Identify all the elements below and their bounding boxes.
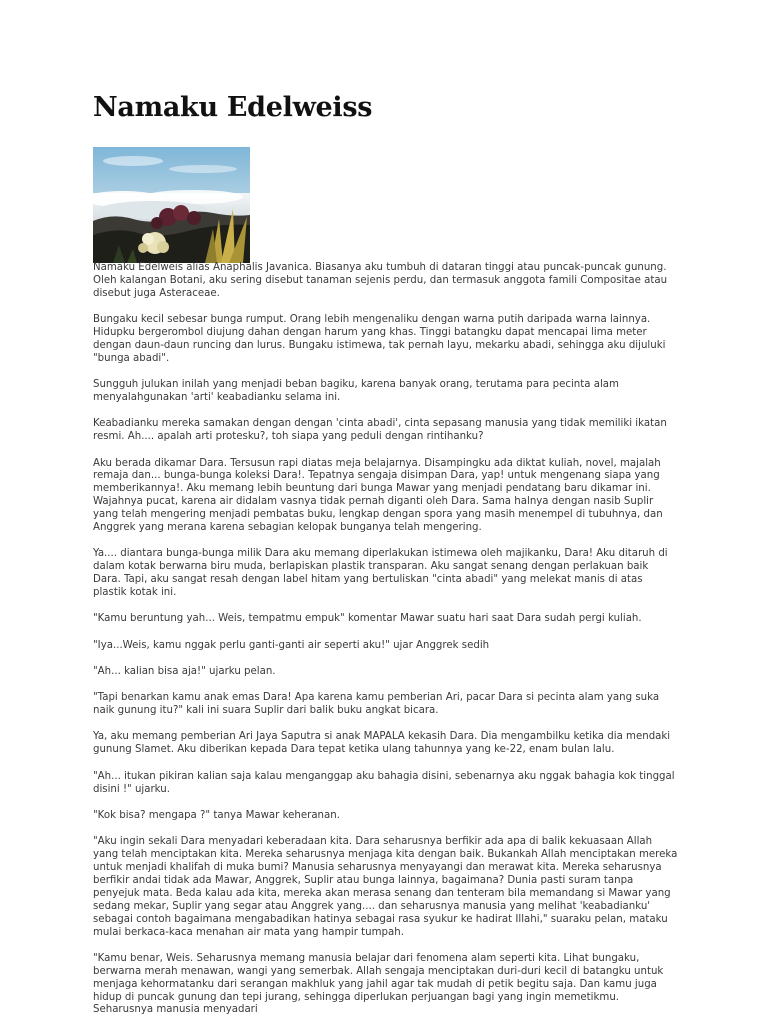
paragraph: Ya.... diantara bunga-bunga milik Dara aku memang diperlakukan istimewa oleh majikanku, Dara! Aku ditaruh di dalam kotak berwarna biru muda, berlapiskan plastik transparan. Aku sangat senang dengan perlakuan baik Dara. Tapi, aku sangat resah dengan label hitam yang bertuliskan "cinta abadi" yang melekat manis di atas plastik kotak ini.	[93, 548, 668, 599]
paragraph: Bungaku kecil sebesar bunga rumput. Orang lebih mengenaliku dengan warna putih daripada warna lainnya. Hidupku bergerombol diujung dahan dengan harum yang khas. Tinggi batangku dapat mencapai lima meter dengan daun-daun runcing dan lurus. Bungaku istimewa, tak pernah layu, mekarku abadi, sehingga aku dijuluki "bunga abadi".	[93, 314, 666, 364]
paragraph: "Ah... itukan pikiran kalian saja kalau menganggap aku bahagia disini, sebenarnya aku nggak bahagia kok tinggal disini !" ujarku.	[93, 770, 675, 795]
paragraph: Keabadianku mereka samakan dengan dengan 'cinta abadi', cinta sepasang manusia yang tidak memiliki ikatan resmi. Ah.... apalah arti protesku?, toh siapa yang peduli dengan rintihanku?	[93, 418, 667, 443]
paragraph: "Aku ingin sekali Dara menyadari keberadaan kita. Dara seharusnya berfikir ada apa di balik kekuasaan Allah yang telah menciptakan kita. Mereka seharusnya menjaga kita dengan baik. Bukankah Allah menciptakan mereka untuk menjadi khalifah di muka bumi? Manusia seharusnya menyayangi dan merawat kita. Mereka seharusnya berfikir andai tidak ada Mawar, Anggrek, Suplir atau bunga lainnya, bagaimana? Dunia pasti suram tanpa penyejuk mata. Beda kalau ada kita, mereka akan merasa senang dan tenteram bila memandang si Mawar yang sedang mekar, Suplir yang segar atau Anggrek yang.... dan seharusnya manusia yang melihat 'keabadianku' sebagai contoh bagaimana mengabadikan hatinya sebagai rasa syukur ke hadirat Illahi," suaraku pelan, mataku mulai berkaca-kaca menahan air mata yang hampir tumpah.	[93, 836, 678, 938]
paragraph: Ya, aku memang pemberian Ari Jaya Saputra si anak MAPALA kekasih Dara. Dia mengambilku ketika dia mendaki gunung Slamet. Aku diberikan kepada Dara tepat ketika ulang tahunnya yang ke-22, enam bulan lalu.	[93, 731, 671, 756]
paragraph: "Tapi benarkan kamu anak emas Dara! Apa karena kamu pemberian Ari, pacar Dara si pecinta alam yang suka naik gunung itu?" kali ini suara Suplir dari balik buku angkat bicara.	[93, 692, 660, 717]
paragraph: "Kamu beruntung yah... Weis, tempatmu empuk" komentar Mawar suatu hari saat Dara sudah pergi kuliah.	[93, 613, 642, 625]
paragraph: "Kok bisa? mengapa ?" tanya Mawar keheranan.	[93, 809, 340, 821]
article-body	[93, 262, 678, 1031]
paragraph: Namaku Edelweis alias Anaphalis Javanica. Biasanya aku tumbuh di dataran tinggi atau puncak-puncak gunung. Oleh kalangan Botani, aku sering disebut tanaman sejenis perdu, dan termasuk anggota famili Compositae atau disebut juga Asteraceae.	[93, 262, 668, 299]
article-title: Namaku Edelweiss	[93, 92, 373, 123]
paragraph: Sungguh julukan inilah yang menjadi beban bagiku, karena banyak orang, terutama para pecinta alam menyalahgunakan 'arti' keabadianku selama ini.	[93, 379, 619, 404]
paragraph: "Ah... kalian bisa aja!" ujarku pelan.	[93, 665, 276, 677]
paragraph: Aku berada dikamar Dara. Tersusun rapi diatas meja belajarnya. Disampingku ada diktat kuliah, novel, majalah remaja dan... bunga-bunga koleksi Dara!. Tepatnya sengaja disimpan Dara, yap! untuk mengenang siapa yang memberikannya!. Aku memang lebih beuntung dari bunga Mawar yang menjadi pendatang baru dikamar ini. Wajahnya pucat, karena air didalam vasnya tidak pernah diganti oleh Dara. Sama halnya dengan nasib Suplir yang telah mengering menjadi pembatas buku, lengkap dengan spora yang masih menempel di tubuhnya, dan Anggrek yang merana karena sebagian kelopak bunganya telah mengering.	[93, 457, 663, 534]
paragraph: "Kamu benar, Weis. Seharusnya memang manusia belajar dari fenomena alam seperti kita. Lihat bungaku, berwarna merah menawan, wangi yang semerbak. Allah sengaja menciptakan duri-duri kecil di batangku untuk menjaga kehormatanku dari serangan makhluk yang jahil agar tak mudah di petik begitu saja. Dan kamu juga hidup di puncak gunung dan tepi jurang, sehingga diperlukan perjuangan bagi yang ingin memetikmu. Seharusnya manusia menyadari	[93, 952, 664, 1016]
mountain-edelweiss-photo	[93, 147, 250, 263]
paragraph: "Iya...Weis, kamu nggak perlu ganti-ganti air seperti aku!" ujar Anggrek sedih	[93, 639, 490, 651]
